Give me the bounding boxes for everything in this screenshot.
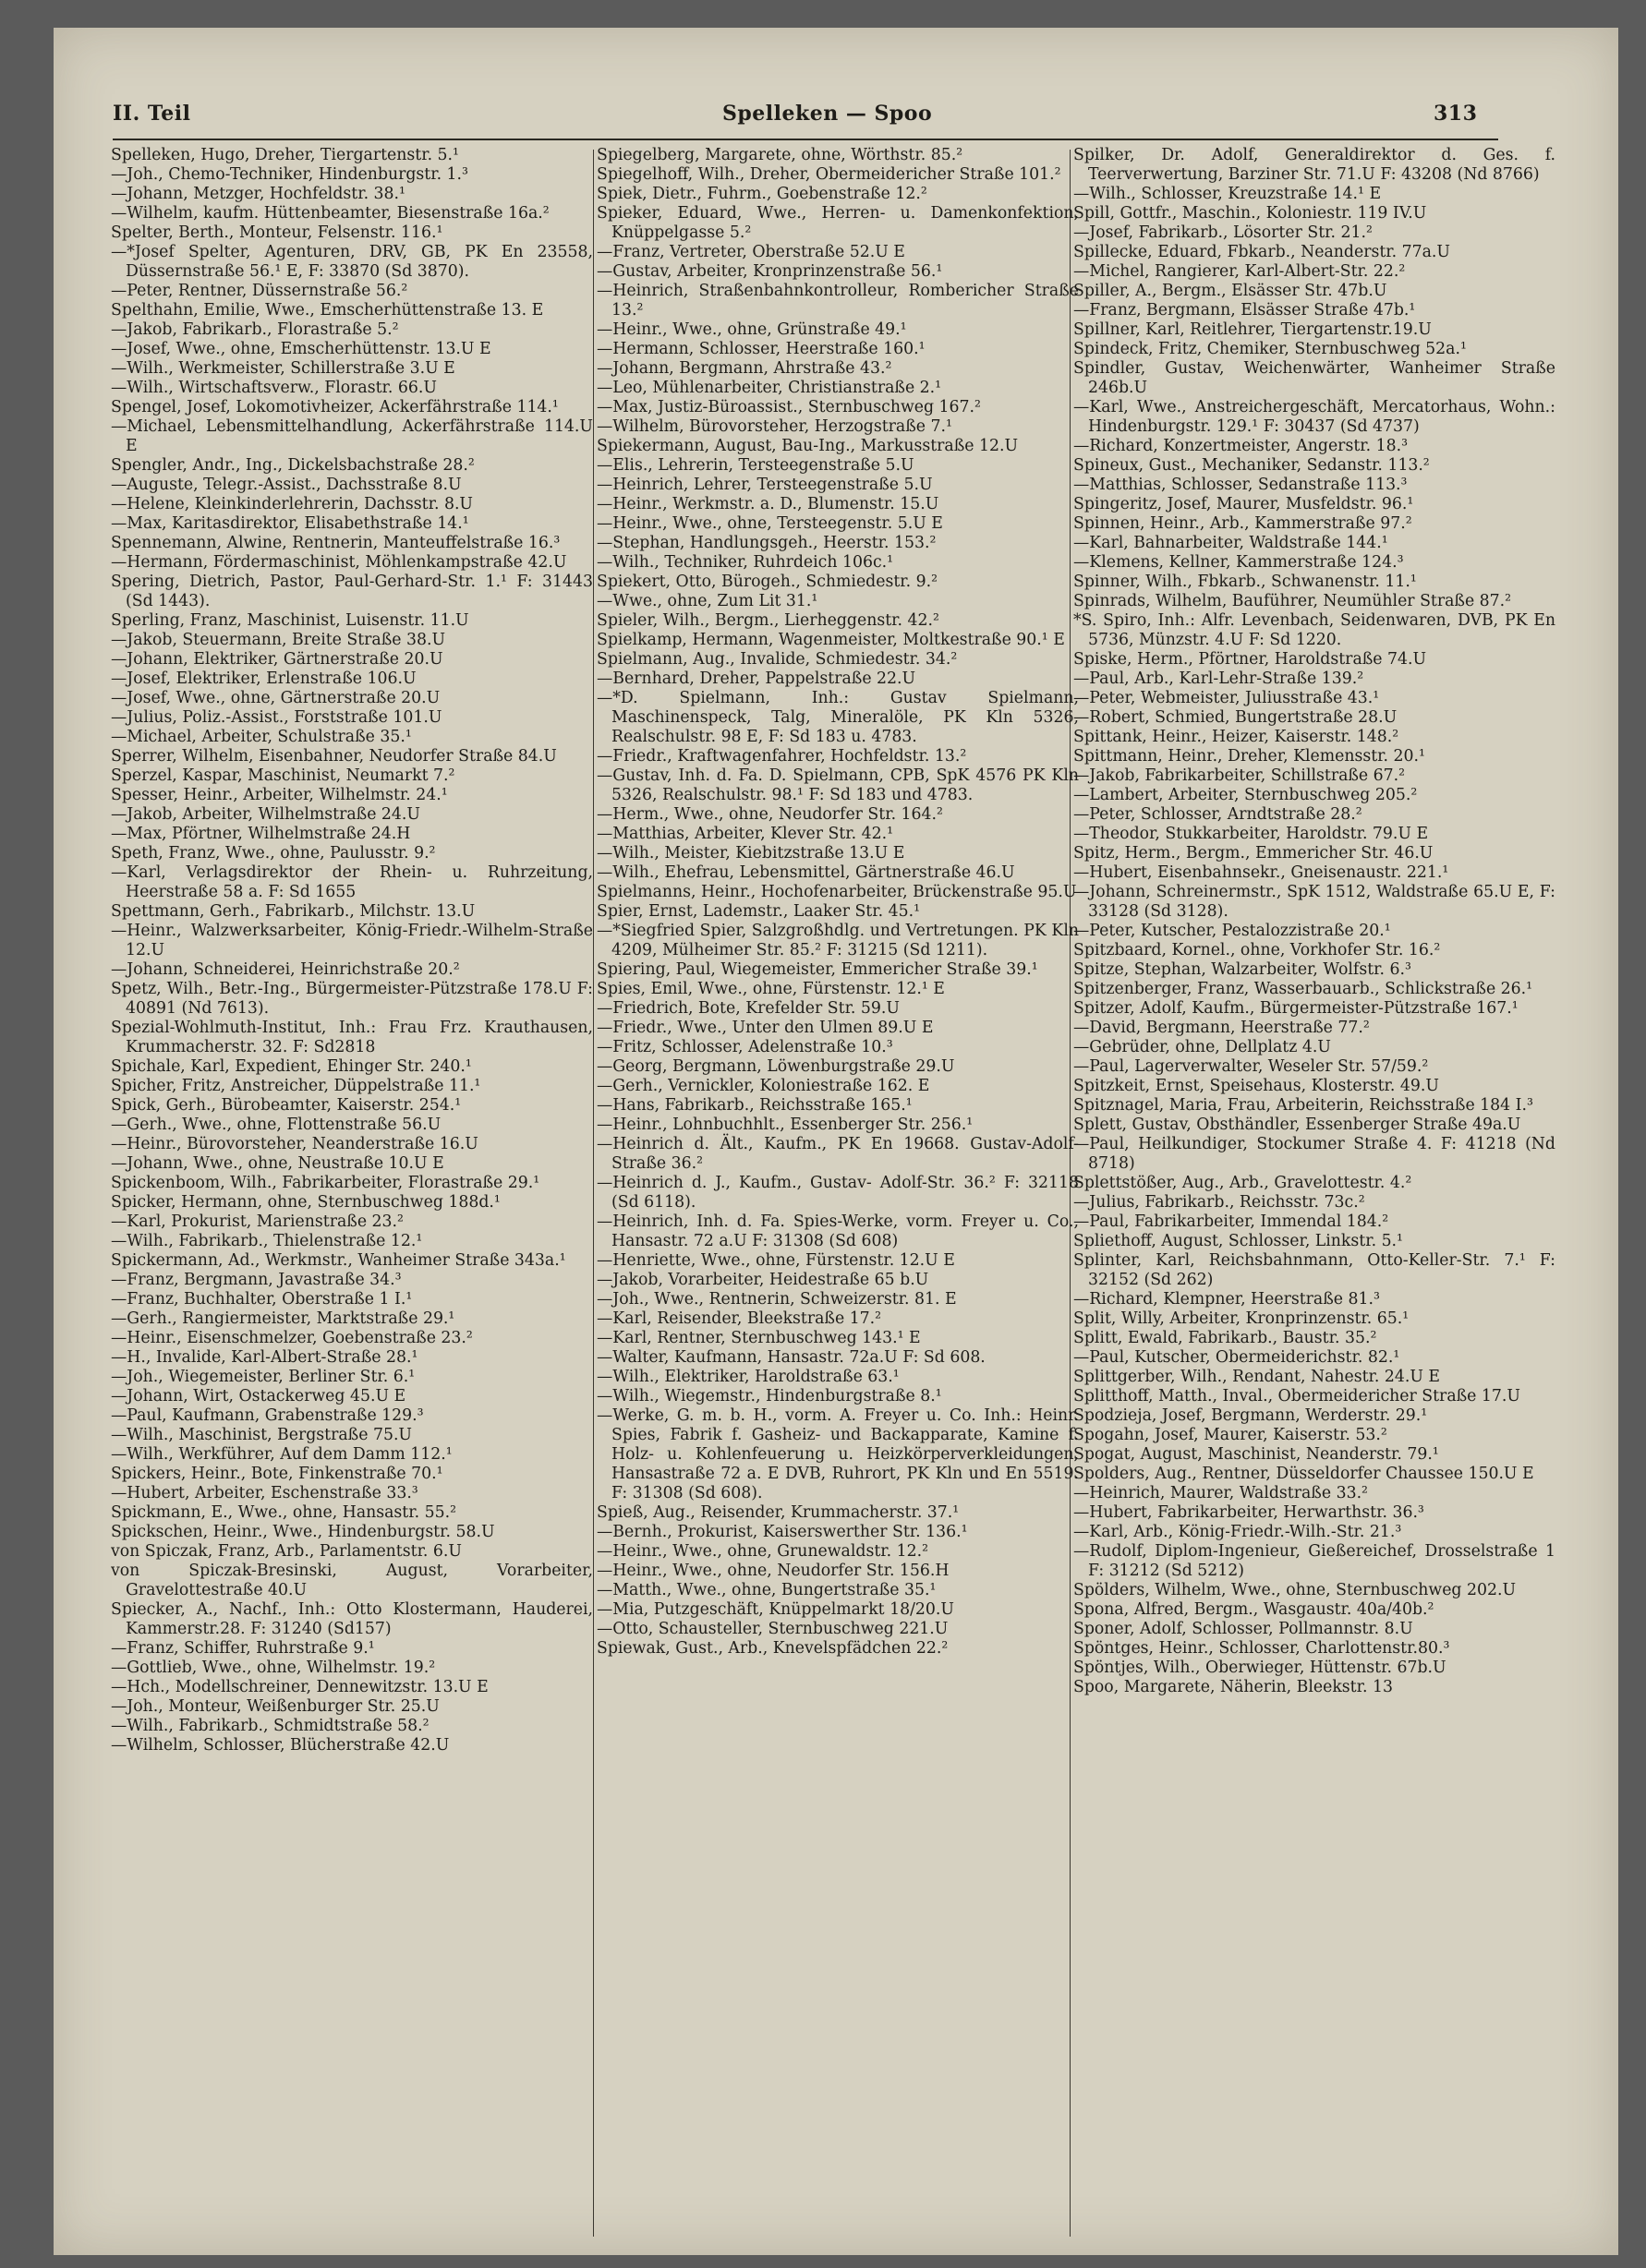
directory-entry: Spielmann, Aug., Invalide, Schmiedestr. 34.² (597, 650, 958, 669)
directory-entry: —Karl, Rentner, Sternbuschweg 143.¹ E (597, 1329, 921, 1347)
directory-entry: —Johann, Wirt, Ostackerweg 45.U E (111, 1387, 406, 1405)
directory-entry: —Gerh., Vernickler, Koloniestraße 162. E (597, 1077, 930, 1095)
directory-entry: Spiecker, A., Nachf., Inh.: Otto Klostermann, Hauderei, Kammerstr.28. F: 31240 (Sd157) (111, 1600, 593, 1638)
directory-entry: Spölders, Wilhelm, Wwe., ohne, Sternbuschweg 202.U (1073, 1581, 1517, 1599)
directory-entry: Spickschen, Heinr., Wwe., Hindenburgstr. 58.U (111, 1523, 495, 1541)
directory-entry: —Gottlieb, Wwe., ohne, Wilhelmstr. 19.² (111, 1659, 436, 1677)
directory-entry: —Auguste, Telegr.-Assist., Dachsstraße 8.U (111, 476, 462, 494)
directory-entry: Spiske, Herm., Pförtner, Haroldstraße 74.U (1073, 650, 1427, 669)
directory-entry: Spickers, Heinr., Bote, Finkenstraße 70.¹ (111, 1465, 443, 1483)
directory-entry: —*Josef Spelter, Agenturen, DRV, GB, PK En 23558, Düssernstraße 56.¹ E, F: 33870 (Sd 3870). (111, 243, 593, 281)
directory-entry: —Gustav, Inh. d. Fa. D. Spielmann, CPB, SpK 4576 PK Kln 5326, Realschulstr. 98.¹ F: Sd 183 und 4783. (597, 766, 1079, 804)
directory-entry: Spona, Alfred, Bergm., Wasgaustr. 40a/40b.² (1073, 1600, 1434, 1619)
directory-entry: —Joh., Chemo-Techniker, Hindenburgstr. 1.³ (111, 165, 468, 184)
directory-entry: —Heinr., Eisenschmelzer, Goebenstraße 23.² (111, 1329, 473, 1347)
directory-entry: —Heinr., Lohnbuchhlt., Essenberger Str. 256.¹ (597, 1116, 974, 1134)
directory-entry: —Heinr., Wwe., ohne, Neudorfer Str. 156.H (597, 1562, 950, 1580)
directory-entry: —Gerh., Rangiermeister, Marktstraße 29.¹ (111, 1309, 455, 1328)
directory-entry: Speth, Franz, Wwe., ohne, Paulusstr. 9.² (111, 844, 436, 863)
directory-entry: —Lambert, Arbeiter, Sternbuschweg 205.² (1073, 786, 1418, 804)
directory-entry: Spiller, A., Bergm., Elsässer Str. 47b.U (1073, 282, 1387, 300)
directory-entry: Spickmann, E., Wwe., ohne, Hansastr. 55.² (111, 1503, 456, 1522)
directory-entry: Spittank, Heinr., Heizer, Kaiserstr. 148.² (1073, 728, 1399, 746)
directory-entry: —Johann, Schneiderei, Heinrichstraße 20.² (111, 960, 460, 979)
directory-entry: —Helene, Kleinkinderlehrerin, Dachsstr. 8.U (111, 495, 473, 513)
directory-entry: Spielkamp, Hermann, Wagenmeister, Moltkestraße 90.¹ E (597, 631, 1065, 649)
directory-entry: —Hubert, Fabrikarbeiter, Herwarthstr. 36.³ (1073, 1503, 1424, 1522)
directory-entry: *S. Spiro, Inh.: Alfr. Levenbach, Seidenwaren, DVB, PK En 5736, Münzstr. 4.U F: Sd 1220. (1073, 611, 1555, 649)
directory-entry: —Paul, Lagerverwalter, Weseler Str. 57/59.² (1073, 1057, 1429, 1076)
directory-entry: Spieler, Wilh., Bergm., Lierheggenstr. 42.² (597, 611, 939, 630)
directory-entry: —Friedrich, Bote, Krefelder Str. 59.U (597, 999, 900, 1018)
directory-entry: —Gerh., Wwe., ohne, Flottenstraße 56.U (111, 1116, 442, 1134)
directory-entry: Spielmanns, Heinr., Hochofenarbeiter, Brückenstraße 95.U (597, 883, 1077, 901)
directory-entry: —Johann, Schreinermstr., SpK 1512, Waldstraße 65.U E, F: 33128 (Sd 3128). (1073, 883, 1555, 921)
directory-entry: Spitz, Herm., Bergm., Emmericher Str. 46.U (1073, 844, 1434, 863)
directory-entry: Splitt, Ewald, Fabrikarb., Baustr. 35.² (1073, 1329, 1377, 1347)
directory-entry: Spiewak, Gust., Arb., Knevelspfädchen 22.² (597, 1639, 949, 1658)
directory-entry: Spillecke, Eduard, Fbkarb., Neanderstr. 77a.U (1073, 243, 1450, 261)
directory-entry: —Michel, Rangierer, Karl-Albert-Str. 22.² (1073, 262, 1406, 281)
directory-entry: —Leo, Mühlenarbeiter, Christianstraße 2.¹ (597, 379, 942, 397)
directory-entry: —Heinrich, Inh. d. Fa. Spies-Werke, vorm. Freyer u. Co., Hansastr. 72 a.U F: 31308 (Sd 608) (597, 1212, 1079, 1250)
directory-entry: —Karl, Prokurist, Marienstraße 23.² (111, 1212, 404, 1231)
directory-entry: Spelthahn, Emilie, Wwe., Emscherhüttenstraße 13. E (111, 301, 544, 320)
directory-entry: —Peter, Schlosser, Arndtstraße 28.² (1073, 805, 1362, 824)
directory-entry: —Jakob, Fabrikarb., Florastraße 5.² (111, 320, 399, 339)
directory-entry: —Wilh., Elektriker, Haroldstraße 63.¹ (597, 1368, 900, 1386)
directory-entry: —Wilhelm, Schlosser, Blücherstraße 42.U (111, 1736, 450, 1755)
directory-entry: —Karl, Reisender, Bleekstraße 17.² (597, 1309, 882, 1328)
directory-entry: —Heinr., Bürovorsteher, Neanderstraße 16.U (111, 1135, 478, 1153)
directory-entry: —*D. Spielmann, Inh.: Gustav Spielmann, Maschinenspeck, Talg, Mineralöle, PK Kln 5326, Realschulstr. 98 E, F: Sd 183 u. 4783. (597, 689, 1079, 746)
directory-entry: —Herm., Wwe., ohne, Neudorfer Str. 164.² (597, 805, 943, 824)
directory-entry: —Rudolf, Diplom-Ingenieur, Gießereichef, Drosselstraße 1 F: 31212 (Sd 5212) (1073, 1542, 1555, 1580)
directory-entry: —Josef, Wwe., ohne, Emscherhüttenstr. 13.U E (111, 340, 491, 358)
directory-entry: —Hubert, Eisenbahnsekr., Gneisenaustr. 221.¹ (1073, 863, 1449, 882)
directory-entry: Spindeck, Fritz, Chemiker, Sternbuschweg 52a.¹ (1073, 340, 1467, 358)
directory-entry: Spinrads, Wilhelm, Bauführer, Neumühler Straße 87.² (1073, 592, 1512, 610)
page-header (113, 102, 1498, 139)
directory-entry: Spengler, Andr., Ing., Dickelsbachstraße 28.² (111, 456, 475, 475)
directory-entry: —Wilh., Techniker, Ruhrdeich 106c.¹ (597, 553, 894, 572)
directory-entry: —Franz, Schiffer, Ruhrstraße 9.¹ (111, 1639, 375, 1658)
directory-entry: Spesser, Heinr., Arbeiter, Wilhelmstr. 24.¹ (111, 786, 448, 804)
directory-entry: —Elis., Lehrerin, Tersteegenstraße 5.U (597, 456, 914, 475)
directory-entry: Spittmann, Heinr., Dreher, Klemensstr. 20.¹ (1073, 747, 1425, 766)
directory-entry: Spöntges, Heinr., Schlosser, Charlottenstr.80.³ (1073, 1639, 1450, 1658)
directory-entry: —Fritz, Schlosser, Adelenstraße 10.³ (597, 1038, 893, 1056)
directory-entry: —*Siegfried Spier, Salzgroßhdlg. und Vertretungen. PK Kln 4209, Mülheimer Str. 85.² F: 31215 (Sd 1211). (597, 922, 1079, 959)
directory-entry: Splinter, Karl, Reichsbahnmann, Otto-Keller-Str. 7.¹ F: 32152 (Sd 262) (1073, 1251, 1555, 1289)
directory-entry: Spiegelhoff, Wilh., Dreher, Obermeidericher Straße 101.² (597, 165, 1061, 184)
directory-entry: Spettmann, Gerh., Fabrikarb., Milchstr. 13.U (111, 902, 476, 921)
directory-entry: —Wilh., Maschinist, Bergstraße 75.U (111, 1426, 412, 1444)
directory-entry: —Peter, Kutscher, Pestalozzistraße 20.¹ (1073, 922, 1391, 940)
directory-entry: —Heinrich, Straßenbahnkontrolleur, Rombericher Straße 13.² (597, 282, 1079, 320)
directory-entry: —Max, Justiz-Büroassist., Sternbuschweg 167.² (597, 398, 981, 416)
directory-entry: —Franz, Buchhalter, Oberstraße 1 I.¹ (111, 1290, 413, 1309)
directory-entry: Spetz, Wilh., Betr.-Ing., Bürgermeister-Pützstraße 178.U F: 40891 (Nd 7613). (111, 980, 593, 1018)
directory-entry: —Wilh., Wirtschaftsverw., Florastr. 66.U (111, 379, 437, 397)
directory-entry: —Josef, Fabrikarb., Lösorter Str. 21.² (1073, 223, 1373, 242)
directory-entry: Spilker, Dr. Adolf, Generaldirektor d. Ges. f. Teerverwertung, Barziner Str. 71.U F: 43208 (Nd 8766) (1073, 146, 1555, 184)
directory-entry: Spitze, Stephan, Walzarbeiter, Wolfstr. 6.³ (1073, 960, 1411, 979)
directory-entry: —Julius, Fabrikarb., Reichsstr. 73c.² (1073, 1193, 1365, 1212)
directory-entry: Spicher, Fritz, Anstreicher, Düppelstraße 11.¹ (111, 1077, 481, 1095)
directory-entry: von Spiczak, Franz, Arb., Parlamentstr. 6.U (111, 1542, 462, 1561)
directory-entry: —Matth., Wwe., ohne, Bungertstraße 35.¹ (597, 1581, 937, 1599)
directory-entry: —Wilh., Werkmeister, Schillerstraße 3.U E (111, 359, 455, 378)
directory-entry: Spezial-Wohlmuth-Institut, Inh.: Frau Frz. Krauthausen, Krummacherstr. 32. F: Sd2818 (111, 1019, 593, 1056)
directory-entry: —Michael, Lebensmittelhandlung, Ackerfährstraße 114.U E (111, 417, 593, 455)
directory-entry: —Wilh., Fabrikarb., Thielenstraße 12.¹ (111, 1232, 423, 1250)
directory-entry: —Mia, Putzgeschäft, Knüppelmarkt 18/20.U (597, 1600, 954, 1619)
directory-entry: Spiegelberg, Margarete, ohne, Wörthstr. 85.² (597, 146, 963, 164)
header-rule (113, 139, 1498, 140)
directory-entry: Spier, Ernst, Lademstr., Laaker Str. 45.¹ (597, 902, 920, 921)
header-running-title: Spelleken — Spoo (722, 102, 933, 126)
directory-entry: Splittgerber, Wilh., Rendant, Nahestr. 24.U E (1073, 1368, 1441, 1386)
directory-entry: —Josef, Wwe., ohne, Gärtnerstraße 20.U (111, 689, 441, 707)
directory-entry: —Johann, Metzger, Hochfeldstr. 38.¹ (111, 185, 405, 203)
directory-entry: Splitthoff, Matth., Inval., Obermeidericher Straße 17.U (1073, 1387, 1520, 1405)
directory-entry: —Heinrich, Lehrer, Tersteegenstraße 5.U (597, 476, 933, 494)
directory-entry: Sponer, Adolf, Schlosser, Pollmannstr. 8.U (1073, 1620, 1413, 1638)
directory-entry: Spieker, Eduard, Wwe., Herren- u. Damenkonfektion, Knüppelgasse 5.² (597, 204, 1079, 242)
directory-entry: —Heinrich d. J., Kaufm., Gustav- Adolf-Str. 36.² F: 32118 (Sd 6118). (597, 1174, 1079, 1212)
directory-entry: —Karl, Wwe., Anstreichergeschäft, Mercatorhaus, Wohn.: Hindenburgstr. 129.¹ F: 30437 (Sd 4737) (1073, 398, 1555, 436)
directory-entry: —Wilh., Fabrikarb., Schmidtstraße 58.² (111, 1717, 430, 1735)
directory-entry: —Wilh., Schlosser, Kreuzstraße 14.¹ E (1073, 185, 1382, 203)
directory-entry: Spinner, Wilh., Fbkarb., Schwanenstr. 11.¹ (1073, 573, 1417, 591)
directory-entry: —Jakob, Vorarbeiter, Heidestraße 65 b.U (597, 1271, 929, 1289)
directory-entry: —Hubert, Arbeiter, Eschenstraße 33.³ (111, 1484, 418, 1502)
directory-entry: —Hch., Modellschreiner, Dennewitzstr. 13.U E (111, 1678, 489, 1696)
directory-entry: Spiekermann, August, Bau-Ing., Markusstraße 12.U (597, 437, 1019, 455)
directory-entry: Spindler, Gustav, Weichenwärter, Wanheimer Straße 246b.U (1073, 359, 1555, 397)
directory-entry: —Georg, Bergmann, Löwenburgstraße 29.U (597, 1057, 955, 1076)
directory-entry: —Friedr., Wwe., Unter den Ulmen 89.U E (597, 1019, 934, 1037)
directory-entry: —Paul, Heilkundiger, Stockumer Straße 4. F: 41218 (Nd 8718) (1073, 1135, 1555, 1173)
directory-entry: —Karl, Arb., König-Friedr.-Wilh.-Str. 21.³ (1073, 1523, 1402, 1541)
directory-entry: —Henriette, Wwe., ohne, Fürstenstr. 12.U E (597, 1251, 955, 1270)
directory-entry: —Franz, Bergmann, Elsässer Straße 47b.¹ (1073, 301, 1416, 320)
directory-entry: —Wilh., Werkführer, Auf dem Damm 112.¹ (111, 1445, 453, 1464)
directory-entry: Spicker, Hermann, ohne, Sternbuschweg 188d.¹ (111, 1193, 501, 1212)
directory-entry: —Paul, Kaufmann, Grabenstraße 129.³ (111, 1406, 424, 1425)
directory-entry: —Heinrich, Maurer, Waldstraße 33.² (1073, 1484, 1368, 1502)
directory-entry: Spitzbaard, Kornel., ohne, Vorkhofer Str. 16.² (1073, 941, 1441, 959)
directory-entry: Spogat, August, Maschinist, Neanderstr. 79.¹ (1073, 1445, 1439, 1464)
directory-entry: Spelleken, Hugo, Dreher, Tiergartenstr. 5.¹ (111, 146, 459, 164)
directory-entry: —Hermann, Schlosser, Heerstraße 160.¹ (597, 340, 926, 358)
directory-entry: Spitznagel, Maria, Frau, Arbeiterin, Reichsstraße 184 I.³ (1073, 1096, 1533, 1115)
directory-entry: —Jakob, Steuermann, Breite Straße 38.U (111, 631, 446, 649)
directory-entry: —Klemens, Kellner, Kammerstraße 124.³ (1073, 553, 1404, 572)
directory-entry: Spick, Gerh., Bürobeamter, Kaiserstr. 254.¹ (111, 1096, 462, 1115)
directory-entry: —Wilhelm, kaufm. Hüttenbeamter, Biesenstraße 16a.² (111, 204, 550, 223)
directory-entry: —Joh., Monteur, Weißenburger Str. 25.U (111, 1697, 440, 1716)
directory-entry: —Wilhelm, Bürovorsteher, Herzogstraße 7.¹ (597, 417, 952, 436)
directory-entry: —Max, Pförtner, Wilhelmstraße 24.H (111, 825, 411, 843)
directory-entry: —Karl, Bahnarbeiter, Waldstraße 144.¹ (1073, 534, 1388, 552)
directory-entry: Spiering, Paul, Wiegemeister, Emmericher Straße 39.¹ (597, 960, 1038, 979)
directory-entry: —Hans, Fabrikarb., Reichsstraße 165.¹ (597, 1096, 913, 1115)
directory-entry: —Stephan, Handlungsgeh., Heerstr. 153.² (597, 534, 937, 552)
directory-entry: Spichale, Karl, Expedient, Ehinger Str. 240.¹ (111, 1057, 472, 1076)
directory-entry: Spitzkeit, Ernst, Speisehaus, Klosterstr. 49.U (1073, 1077, 1439, 1095)
directory-entry: —Johann, Elektriker, Gärtnerstraße 20.U (111, 650, 443, 669)
directory-entry: —Gustav, Arbeiter, Kronprinzenstraße 56.¹ (597, 262, 943, 281)
directory-entry: —Jakob, Fabrikarbeiter, Schillstraße 67.² (1073, 766, 1406, 785)
directory-entry: —Richard, Konzertmeister, Angerstr. 18.³ (1073, 437, 1409, 455)
directory-entry: Spennemann, Alwine, Rentnerin, Manteuffelstraße 16.³ (111, 534, 561, 552)
directory-entry: —Paul, Arb., Karl-Lehr-Straße 139.² (1073, 670, 1364, 688)
directory-entry: —Paul, Kutscher, Obermeiderichstr. 82.¹ (1073, 1348, 1400, 1367)
directory-entry: —Otto, Schausteller, Sternbuschweg 221.U (597, 1620, 949, 1638)
directory-entry: Spitzenberger, Franz, Wasserbauarb., Schlickstraße 26.¹ (1073, 980, 1533, 998)
directory-entry: Spoo, Margarete, Näherin, Bleekstr. 13 (1073, 1678, 1393, 1696)
directory-entry: —Bernh., Prokurist, Kaiserswerther Str. 136.¹ (597, 1523, 968, 1541)
directory-entry: —Max, Karitasdirektor, Elisabethstraße 14.¹ (111, 514, 469, 533)
directory-entry: Spodzieja, Josef, Bergmann, Werderstr. 29.¹ (1073, 1406, 1428, 1425)
column-divider (593, 150, 594, 2237)
directory-entry: —Jakob, Arbeiter, Wilhelmstraße 24.U (111, 805, 420, 824)
directory-entry: von Spiczak-Bresinski, August, Vorarbeiter, Gravelottestraße 40.U (111, 1562, 593, 1599)
directory-entry: —Wilh., Wiegemstr., Hindenburgstraße 8.¹ (597, 1387, 942, 1405)
directory-entry: Spies, Emil, Wwe., ohne, Fürstenstr. 12.¹ E (597, 980, 945, 998)
directory-entry: —H., Invalide, Karl-Albert-Straße 28.¹ (111, 1348, 418, 1367)
directory-entry: Spinnen, Heinr., Arb., Kammerstraße 97.² (1073, 514, 1412, 533)
directory-entry: —Franz, Bergmann, Javastraße 34.³ (111, 1271, 402, 1289)
header-part-label: II. Teil (113, 102, 191, 126)
directory-entry: Spingeritz, Josef, Maurer, Musfeldstr. 96.¹ (1073, 495, 1414, 513)
directory-entry: —Michael, Arbeiter, Schulstraße 35.¹ (111, 728, 412, 746)
directory-entry: Spill, Gottfr., Maschin., Koloniestr. 119 IV.U (1073, 204, 1427, 223)
directory-entry: —Karl, Verlagsdirektor der Rhein- u. Ruhrzeitung, Heerstraße 58 a. F: Sd 1655 (111, 863, 593, 901)
directory-entry: Spieß, Aug., Reisender, Krummacherstr. 37.¹ (597, 1503, 960, 1522)
column-1 (111, 146, 593, 2242)
directory-entry: —Hermann, Fördermaschinist, Möhlenkampstraße 42.U (111, 553, 567, 572)
directory-entry: —Wilh., Meister, Kiebitzstraße 13.U E (597, 844, 905, 863)
directory-entry: Sperling, Franz, Maschinist, Luisenstr. 11.U (111, 611, 469, 630)
directory-entry: Spitzer, Adolf, Kaufm., Bürgermeister-Pützstraße 167.¹ (1073, 999, 1519, 1018)
directory-entry: Spengel, Josef, Lokomotivheizer, Ackerfährstraße 114.¹ (111, 398, 559, 416)
directory-entry: Spelter, Berth., Monteur, Felsenstr. 116.¹ (111, 223, 443, 242)
header-page-number: 313 (1434, 102, 1478, 126)
directory-entry: —Julius, Poliz.-Assist., Forststraße 101.U (111, 708, 442, 727)
directory-entry: Split, Willy, Arbeiter, Kronprinzenstr. 65.¹ (1073, 1309, 1410, 1328)
directory-entry: Spöntjes, Wilh., Oberwieger, Hüttenstr. 67b.U (1073, 1659, 1446, 1677)
directory-entry: Sperzel, Kaspar, Maschinist, Neumarkt 7.² (111, 766, 455, 785)
directory-entry: —Walter, Kaufmann, Hansastr. 72a.U F: Sd 608. (597, 1348, 986, 1367)
directory-entry: —Friedr., Kraftwagenfahrer, Hochfeldstr. 13.² (597, 747, 967, 766)
directory-entry: Spineux, Gust., Mechaniker, Sedanstr. 113.² (1073, 456, 1430, 475)
directory-entry: —Heinrich d. Ält., Kaufm., PK En 19668. Gustav-Adolf-Straße 36.² (597, 1135, 1079, 1173)
directory-entry: —Wilh., Ehefrau, Lebensmittel, Gärtnerstraße 46.U (597, 863, 1015, 882)
directory-entry: Spering, Dietrich, Pastor, Paul-Gerhard-Str. 1.¹ F: 31443 (Sd 1443). (111, 573, 593, 610)
column-3 (1073, 146, 1555, 2242)
directory-entry: Spiek, Dietr., Fuhrm., Goebenstraße 12.² (597, 185, 927, 203)
directory-entry: —Matthias, Arbeiter, Klever Str. 42.¹ (597, 825, 894, 843)
directory-entry: —Peter, Webmeister, Juliusstraße 43.¹ (1073, 689, 1380, 707)
directory-entry: —Heinr., Walzwerksarbeiter, König-Friedr.-Wilhelm-Straße 12.U (111, 922, 593, 959)
directory-entry: —Richard, Klempner, Heerstraße 81.³ (1073, 1290, 1380, 1309)
directory-entry: —Gebrüder, ohne, Dellplatz 4.U (1073, 1038, 1331, 1056)
directory-entry: Spiekert, Otto, Bürogeh., Schmiedestr. 9.² (597, 573, 938, 591)
directory-entry: Spolders, Aug., Rentner, Düsseldorfer Chaussee 150.U E (1073, 1465, 1534, 1483)
directory-entry: —Peter, Rentner, Düssernstraße 56.² (111, 282, 408, 300)
directory-entry: —Paul, Fabrikarbeiter, Immendal 184.² (1073, 1212, 1389, 1231)
directory-entry: —Wwe., ohne, Zum Lit 31.¹ (597, 592, 818, 610)
directory-entry: Spickenboom, Wilh., Fabrikarbeiter, Florastraße 29.¹ (111, 1174, 540, 1192)
directory-entry: —Johann, Bergmann, Ahrstraße 43.² (597, 359, 892, 378)
directory-entry: Spillner, Karl, Reitlehrer, Tiergartenstr.19.U (1073, 320, 1432, 339)
directory-entry: Sperrer, Wilhelm, Eisenbahner, Neudorfer Straße 84.U (111, 747, 557, 766)
directory-entry: —Heinr., Wwe., ohne, Grünstraße 49.¹ (597, 320, 907, 339)
directory-entry: —Joh., Wiegemeister, Berliner Str. 6.¹ (111, 1368, 416, 1386)
directory-entry: —Johann, Wwe., ohne, Neustraße 10.U E (111, 1154, 444, 1173)
directory-entry: Splettstößer, Aug., Arb., Gravelottestr. 4.² (1073, 1174, 1412, 1192)
directory-page (54, 28, 1618, 2255)
directory-entry: —David, Bergmann, Heerstraße 77.² (1073, 1019, 1370, 1037)
directory-entry: —Joh., Wwe., Rentnerin, Schweizerstr. 81. E (597, 1290, 957, 1309)
directory-entry: —Robert, Schmied, Bungertstraße 28.U (1073, 708, 1398, 727)
directory-entry: —Werke, G. m. b. H., vorm. A. Freyer u. Co. Inh.: Heinr. Spies, Fabrik f. Gasheiz- und Backapparate, Kamine f. Holz- u. Kohlenfeuerung u. Heizkörperverkleidungen, Hansastraße 72 a. E DVB, Ruhrort, PK Kln und En 5519. F: 31308 (Sd 608). (597, 1406, 1079, 1502)
directory-entry: —Heinr., Wwe., ohne, Grunewaldstr. 12.² (597, 1542, 929, 1561)
directory-entry: —Theodor, Stukkarbeiter, Haroldstr. 79.U E (1073, 825, 1429, 843)
directory-entry: —Heinr., Wwe., ohne, Tersteegenstr. 5.U E (597, 514, 943, 533)
directory-entry: —Bernhard, Dreher, Pappelstraße 22.U (597, 670, 916, 688)
directory-entry: —Matthias, Schlosser, Sedanstraße 113.³ (1073, 476, 1408, 494)
directory-entry: —Franz, Vertreter, Oberstraße 52.U E (597, 243, 905, 261)
directory-entry: Spogahn, Josef, Maurer, Kaiserstr. 53.² (1073, 1426, 1387, 1444)
directory-entry: —Josef, Elektriker, Erlenstraße 106.U (111, 670, 417, 688)
directory-entry: Spickermann, Ad., Werkmstr., Wanheimer Straße 343a.¹ (111, 1251, 566, 1270)
column-2 (597, 146, 1079, 2242)
directory-entry: —Heinr., Werkmstr. a. D., Blumenstr. 15.U (597, 495, 939, 513)
directory-entry: Splett, Gustav, Obsthändler, Essenberger Straße 49a.U (1073, 1116, 1521, 1134)
directory-entry: Spliethoff, August, Schlosser, Linkstr. 5.¹ (1073, 1232, 1403, 1250)
